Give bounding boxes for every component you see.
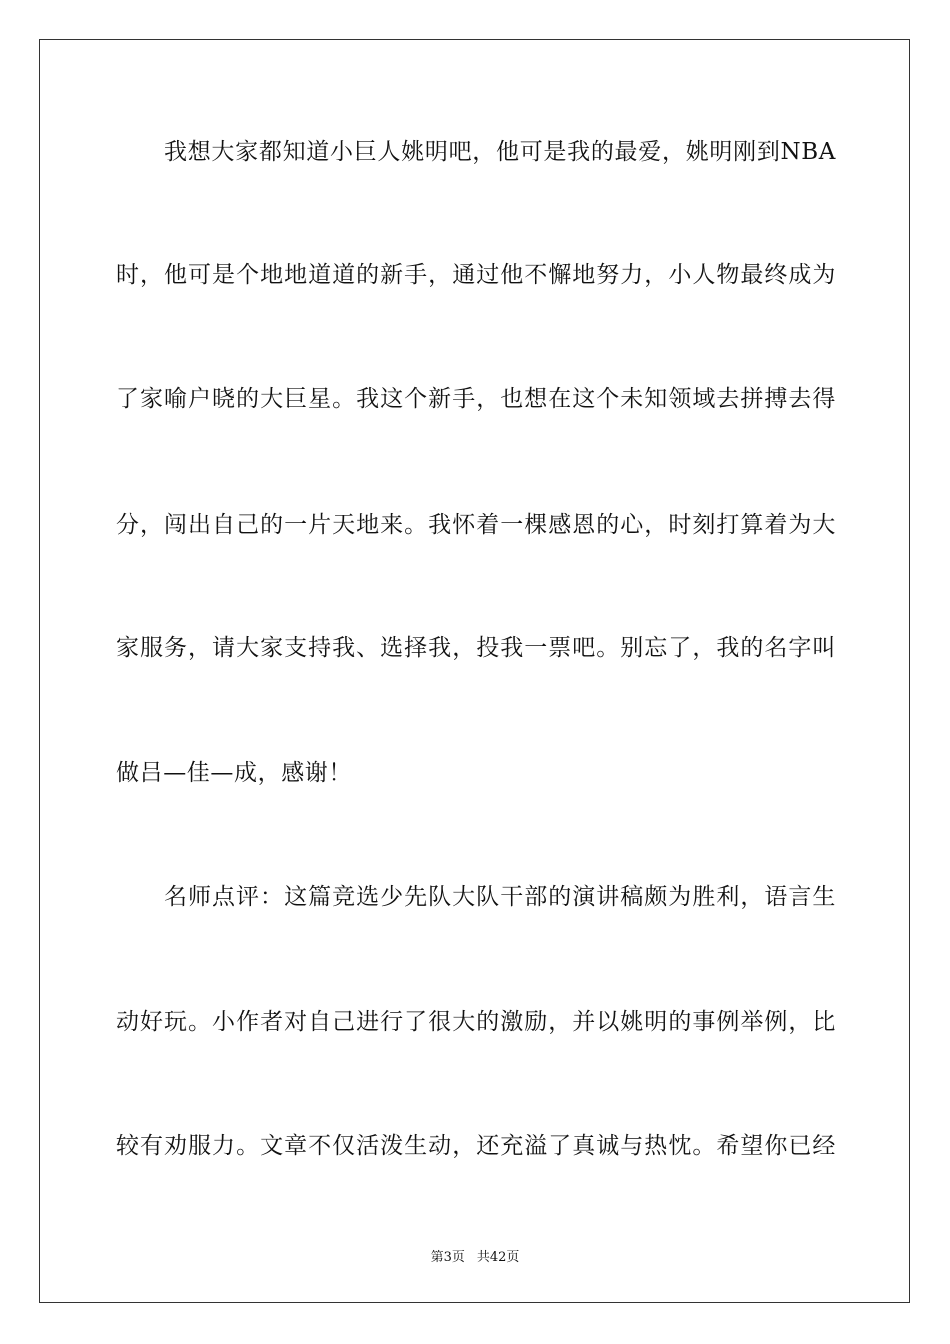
page-footer <box>0 1246 950 1265</box>
paragraph-2-line-1: 名师点评：这篇竞选少先队大队干部的演讲稿颇为胜利，语言生 <box>164 884 836 910</box>
paragraph-1-line-6: 做吕—佳—成，感谢！ <box>116 760 352 786</box>
paragraph-1-line-4: 分，闯出自己的一片天地来。我怀着一棵感恩的心，时刻打算着为大 <box>116 512 836 538</box>
total-pages: 共42页 <box>476 1250 520 1265</box>
page-number: 第3页 <box>430 1250 465 1265</box>
paragraph-1-line-2: 时，他可是个地地道道的新手，通过他不懈地努力，小人物最终成为 <box>116 262 836 288</box>
paragraph-2-line-3: 较有劝服力。文章不仅活泼生动，还充溢了真诚与热忱。希望你已经 <box>116 1133 836 1159</box>
paragraph-1-line-5: 家服务，请大家支持我、选择我，投我一票吧。别忘了，我的名字叫 <box>116 635 836 661</box>
page-border <box>39 39 910 1303</box>
paragraph-1-line-1: 我想大家都知道小巨人姚明吧，他可是我的最爱，姚明刚到NBA <box>164 139 836 165</box>
paragraph-1-line-3: 了家喻户晓的大巨星。我这个新手，也想在这个未知领域去拼搏去得 <box>116 386 836 412</box>
paragraph-2-line-2: 动好玩。小作者对自己进行了很大的激励，并以姚明的事例举例，比 <box>116 1009 836 1035</box>
